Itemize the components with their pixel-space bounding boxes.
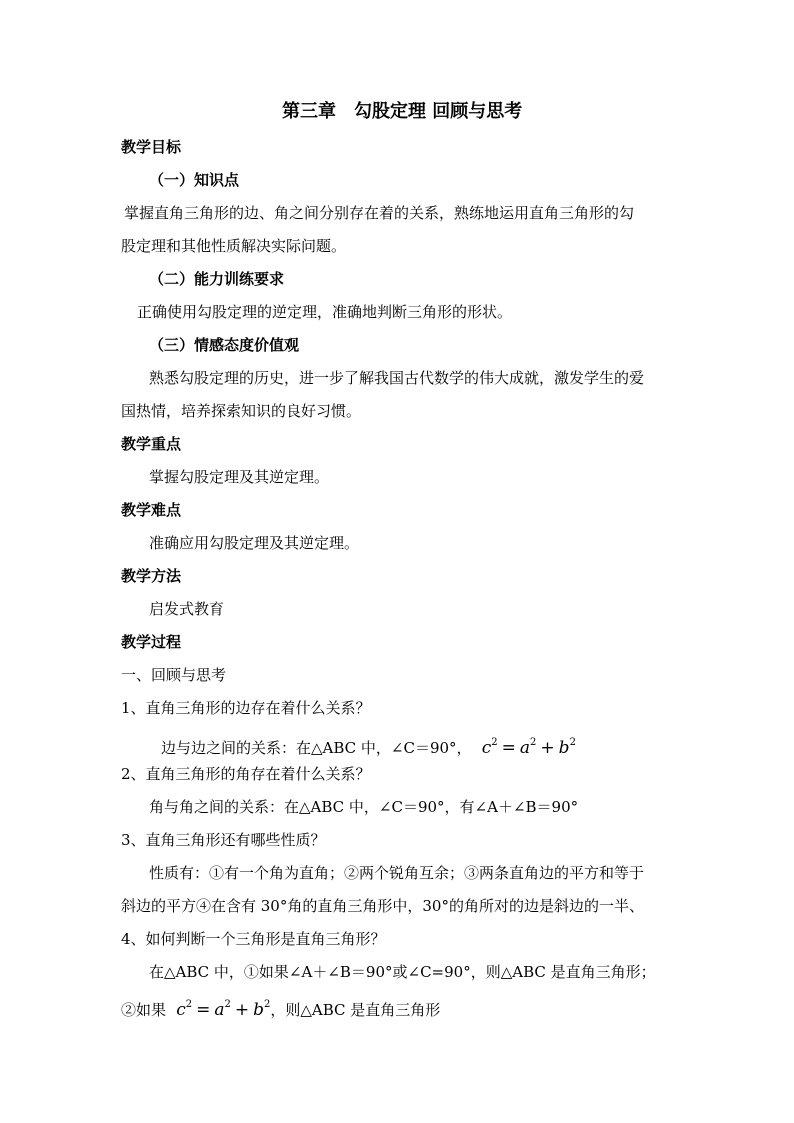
answer-1-text: 边与边之间的关系：在△ABC 中，∠C＝90°， [161, 739, 472, 757]
pythagorean-formula: $c^2 = a^2 + b^2$ [476, 737, 576, 758]
emotion-text-line2: 国热情，培养探索知识的良好习惯。 [121, 402, 362, 420]
process-heading: 教学过程 [121, 633, 182, 651]
answer-4-prefix: ②如果 [121, 1001, 167, 1019]
method-text: 启发式教育 [149, 600, 225, 618]
emotion-heading: （三）情感态度价值观 [149, 336, 300, 354]
answer-1 [161, 733, 576, 758]
page-title: 第三章 勾股定理 回顾与思考 [282, 101, 523, 122]
knowledge-text-line2: 股定理和其他性质解决实际问题。 [121, 237, 347, 255]
difficulty-text: 准确应用勾股定理及其逆定理。 [149, 534, 360, 552]
focus-text: 掌握勾股定理及其逆定理。 [149, 468, 330, 486]
goals-heading: 教学目标 [121, 138, 182, 156]
ability-heading: （二）能力训练要求 [149, 270, 285, 288]
question-3: 3、直角三角形还有哪些性质？ [121, 831, 326, 849]
answer-4-line1: 在△ABC 中，①如果∠A＋∠B＝90°或∠C=90°，则△ABC 是直角三角形； [149, 963, 656, 981]
question-1: 1、直角三角形的边存在着什么关系？ [121, 699, 371, 717]
emotion-text-line1: 熟悉勾股定理的历史，进一步了解我国古代数学的伟大成就，激发学生的爱 [149, 369, 645, 387]
pythagorean-formula-converse: $c^2 = a^2 + b^2$ [170, 999, 271, 1020]
ability-text: 正确使用勾股定理的逆定理，准确地判断三角形的形状。 [137, 303, 513, 321]
question-4: 4、如何判断一个三角形是直角三角形？ [121, 930, 386, 948]
answer-4-suffix: ，则△ABC 是直角三角形 [270, 1001, 441, 1019]
answer-4-line2 [121, 995, 440, 1020]
section-review: 一、回顾与思考 [121, 666, 227, 684]
method-heading: 教学方法 [121, 567, 182, 585]
knowledge-heading: （一）知识点 [149, 171, 240, 189]
question-2: 2、直角三角形的角存在着什么关系？ [121, 765, 371, 783]
answer-2: 角与角之间的关系：在△ABC 中，∠C＝90°，有∠A＋∠B＝90° [149, 798, 579, 816]
answer-3-line2: 斜边的平方④在含有 30°角的直角三角形中，30°的角所对的边是斜边的一半、 [121, 897, 644, 915]
knowledge-text-line1: 掌握直角三角形的边、角之间分别存在着的关系，熟练地运用直角三角形的勾 [124, 204, 635, 222]
answer-3-line1: 性质有：①有一个角为直角；②两个锐角互余；③两条直角边的平方和等于 [149, 864, 645, 882]
focus-heading: 教学重点 [121, 435, 182, 453]
difficulty-heading: 教学难点 [121, 501, 182, 519]
